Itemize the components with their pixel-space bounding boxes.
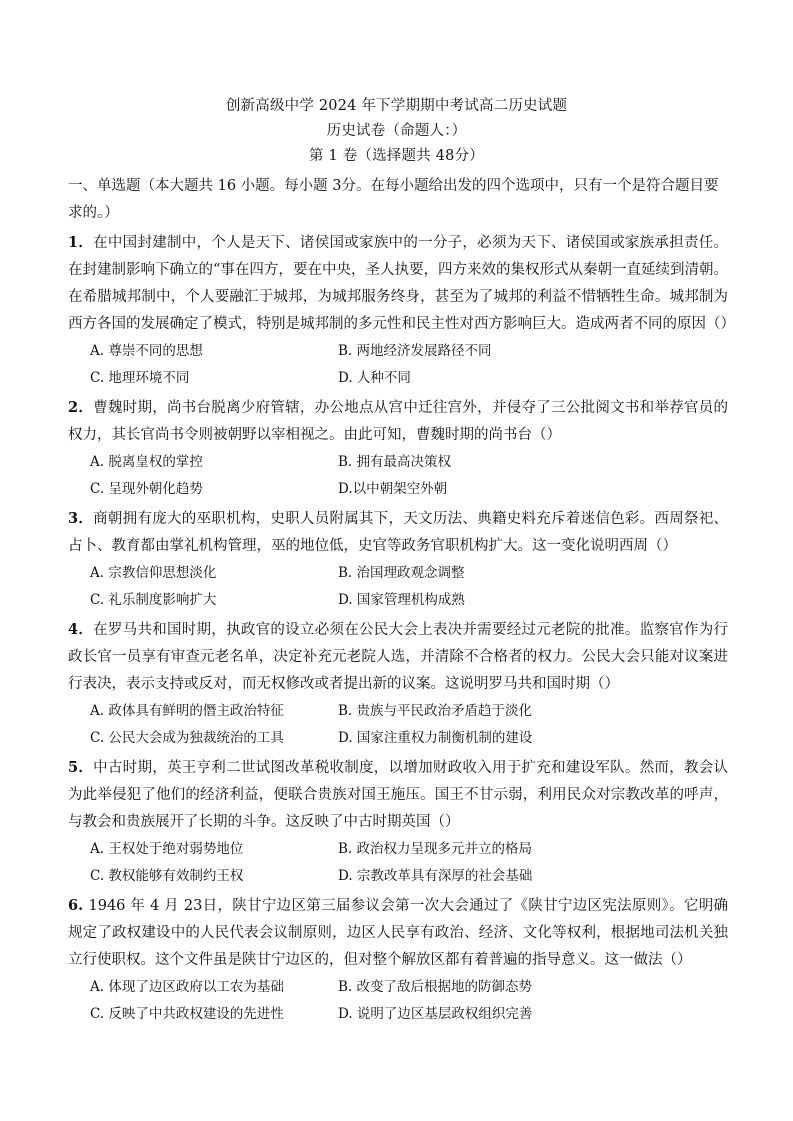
option-a: A. 王权处于绝对弱势地位	[90, 841, 244, 857]
question-text: 在罗马共和国时期，执政官的设立必须在公民大会上表决并需要经过元老院的批准。监察官作为行政长官一员享有审查元老名单，决定补充元老院人选，并清除不合格者的权力。公民大会只能对议案进行表决，表示支持或反对，而无权修改或者提出新的议案。这说明罗马共和国时期（）	[68, 622, 729, 692]
volume-title: 第 1 卷（选择题共 48分）	[308, 148, 484, 164]
question-text: 曹魏时期，尚书台脱离少府管辖，办公地点从宫中迁往宫外，并侵夺了三公批阅文书和举荐官员的权力，其长官尚书令则被朝野以宰相视之。由此可知，曹魏时期的尚书台（）	[68, 400, 729, 443]
question-6	[68, 892, 728, 1028]
question-stem	[68, 505, 728, 560]
options	[68, 338, 728, 392]
question-number: 2．	[68, 399, 94, 416]
exam-header	[0, 94, 793, 169]
option-d: D. 人种不同	[338, 370, 411, 386]
exam-content	[68, 173, 735, 1028]
section-heading	[68, 173, 728, 227]
option-a: A. 体现了边区政府以工农为基础	[90, 979, 284, 995]
option-a: A. 尊崇不同的思想	[90, 343, 203, 359]
question-text: 在中国封建制中，个人是天下、诸侯国或家族中的一分子，必须为天下、诸侯国或家族承担责任。在封建制影响下确立的“事在四方，要在中央，圣人执要，四方来效的集权形式从秦朝一直延续到清朝。在希腊城邦制中，个人要融汇于城邦，为城邦服务终身，甚至为了城邦的利益不惜牺牲生命。城邦制为西方各国的发展确定了模式，特别是城邦制的多元性和民主性对西方影响巨大。造成两者不同的原因（）	[68, 235, 735, 332]
question-stem	[68, 892, 728, 974]
option-d: D. 国家管理机构成熟	[338, 592, 465, 608]
question-text: 1946 年 4 月 23日，陕甘宁边区第三届参议会第一次大会通过了《陕甘宁边区宪法原则》。它明确规定了政权建设中的人民代表会议制原则，边区人民享有政治、经济、文化等权利，根据地司法机关独立行使职权。这个文件虽是陕甘宁边区的，但对整个解放区都有着普遍的指导意义。这一做法（）	[68, 898, 729, 968]
option-b: B. 改变了敌后根据地的防御态势	[338, 979, 533, 995]
question-stem	[68, 229, 735, 338]
option-c: C. 公民大会成为独裁统治的工具	[90, 730, 284, 746]
exam-subtitle: 历史试卷（命题人：）	[326, 123, 467, 139]
option-d: D. 宗教改革具有深厚的社会基础	[338, 868, 533, 884]
options	[68, 560, 728, 614]
option-b: B. 贵族与平民政治矛盾趋于淡化	[338, 703, 533, 719]
section-heading-line: 求的。）	[68, 205, 119, 221]
options	[68, 449, 728, 503]
option-c: C. 地理环境不同	[90, 370, 190, 386]
question-stem	[68, 394, 728, 449]
option-c: C. 礼乐制度影响扩大	[90, 592, 217, 608]
option-c: C. 教权能够有效制约王权	[90, 868, 244, 884]
exam-title: 创新高级中学 2024 年下学期期中考试高二历史试题	[225, 98, 568, 114]
option-d: D. 国家注重权力制衡机制的建设	[338, 730, 533, 746]
question-stem	[68, 616, 728, 698]
option-b: B. 两地经济发展路径不同	[338, 343, 492, 359]
question-number: 5．	[68, 759, 94, 776]
question-1	[68, 229, 735, 392]
options	[68, 836, 728, 890]
option-b: B. 治国理政观念调整	[338, 565, 465, 581]
question-number: 3．	[68, 510, 94, 527]
question-3	[68, 505, 728, 614]
question-2	[68, 394, 728, 503]
option-c: C. 反映了中共政权建设的先进性	[90, 1006, 284, 1022]
question-text: 商朝拥有庞大的巫职机构，史职人员附属其下，天文历法、典籍史料充斥着迷信色彩。西周祭祀、占卜、教育都由掌礼机构管理，巫的地位低，史官等政务官职机构扩大。这一变化说明西周（）	[68, 511, 729, 554]
question-number: 1．	[68, 234, 94, 251]
question-5	[68, 754, 728, 890]
question-text: 中古时期，英王亨利二世试图改革税收制度，以增加财政收入用于扩充和建设军队。然而，教会认为此举侵犯了他们的经济利益，便联合贵族对国王施压。国王不甘示弱，利用民众对宗教改革的呼声，与教会和贵族展开了长期的斗争。这反映了中古时期英国（）	[68, 760, 729, 830]
option-d: D.以中朝架空外朝	[338, 481, 448, 497]
option-b: B. 拥有最高决策权	[338, 454, 452, 470]
question-stem	[68, 754, 728, 836]
option-b: B. 政治权力呈现多元并立的格局	[338, 841, 533, 857]
options	[68, 974, 728, 1028]
option-a: A. 宗教信仰思想淡化	[90, 565, 217, 581]
option-c: C. 呈现外朝化趋势	[90, 481, 203, 497]
question-number: 4．	[68, 621, 94, 638]
option-a: A. 脱离皇权的掌控	[90, 454, 203, 470]
option-d: D. 说明了边区基层政权组织完善	[338, 1006, 533, 1022]
option-a: A. 政体具有鲜明的僭主政治特征	[90, 703, 284, 719]
question-4	[68, 616, 728, 752]
options	[68, 698, 728, 752]
section-heading-line: 一、单选题（本大题共 16 小题。每小题 3分。在每小题给出发的四个选项中，只有一个是符合题目要	[68, 178, 719, 194]
question-number: 6.	[68, 897, 89, 914]
